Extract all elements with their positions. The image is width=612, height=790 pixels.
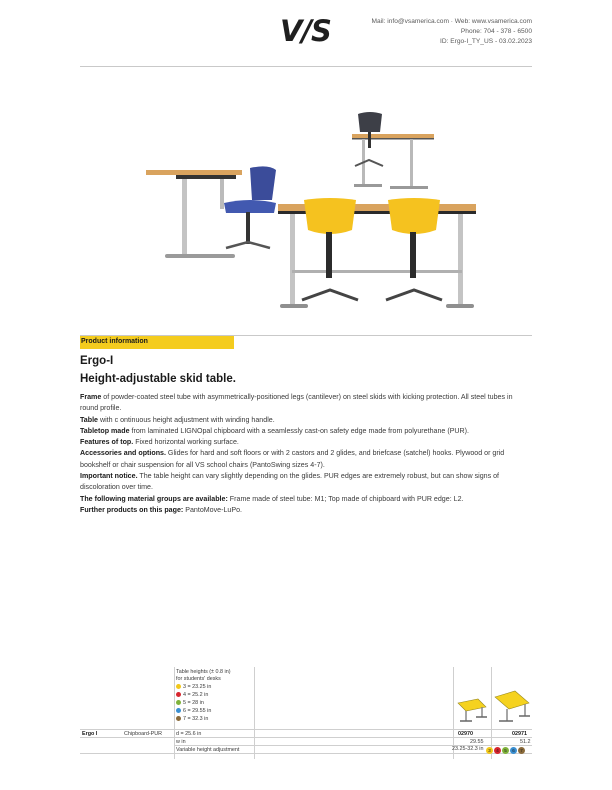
- article-number-large: 02971: [512, 731, 527, 737]
- left-table-illustration: [146, 166, 276, 258]
- desc-frame: Frame of powder-coated steel tube with asymmetrically-positioned legs (cantilever) on steel skids with kicking protection. All steel tubes in round profile.: [80, 393, 513, 413]
- row-divider: [80, 737, 532, 738]
- size-dot: [176, 716, 181, 721]
- article-number-small: 02970: [458, 731, 473, 737]
- heights-title: Table heights (± 0.8 in): [176, 669, 231, 675]
- desc-further-products: Further products on this page: PantoMove-LuPo.: [80, 505, 243, 514]
- desc-features: Features of top. Fixed horizontal working surface.: [80, 438, 239, 447]
- vs-logo: V/S: [280, 14, 331, 48]
- size-4: 4 = 25.2 in: [176, 692, 208, 698]
- product-title: Ergo-I: [80, 355, 114, 367]
- size-7: 7 = 32.3 in: [176, 716, 208, 722]
- table-large-thumbnail: [493, 687, 531, 725]
- material-cell: Chipboard-PUR: [124, 731, 163, 737]
- header-divider: [80, 66, 532, 67]
- section-tag: Product information: [80, 336, 234, 349]
- size-chip-5: 5: [502, 747, 509, 754]
- table-small-thumbnail: [456, 695, 488, 725]
- desc-materials: The following material groups are available: Frame made of steel tube: M1; Top made of chipboard with PUR edge: L2.: [80, 494, 464, 503]
- desc-notice: Important notice. The table height can vary slightly depending on the glides. PUR edges are extremely robust, but can show signs of discoloration over time.: [80, 472, 500, 492]
- size-dot: [176, 700, 181, 705]
- width-label: w in: [176, 739, 186, 745]
- product-photo: [140, 108, 485, 323]
- size-dot: [176, 708, 181, 713]
- width-large: 51.2: [520, 739, 531, 745]
- contact-mail: Mail: info@vsamerica.com · Web: www.vsamerica.com: [371, 18, 532, 25]
- spec-table: [80, 667, 532, 759]
- desc-accessories: Accessories and options. Glides for hard and soft floors or with 2 castors and 2 glides, and briefcase (satchel) hooks. Plywood or grid bookshelf or chair suspension for all VS school chairs (PantoSwing sizes 4-7).: [80, 449, 505, 469]
- size-chip-4: 4: [494, 747, 501, 754]
- contact-block: [372, 17, 532, 47]
- product-name-cell: Ergo I: [82, 731, 98, 737]
- desc-tabletop: Tabletop made from laminated LIGNOpal chipboard with a seamlessly cast-on safety edge made from polyurethane (PUR).: [80, 426, 470, 435]
- back-table-illustration: [352, 112, 434, 189]
- size-5: 5 = 28 in: [176, 700, 204, 706]
- heights-subtitle: for students' desks: [176, 676, 221, 682]
- desc-table: Table with c ontinuous height adjustment with winding handle.: [80, 415, 275, 424]
- contact-phone: Phone: 704 - 378 - 6500: [460, 28, 532, 35]
- size-dot: [176, 692, 181, 697]
- document-id: ID: Ergo-I_TY_US - 03.02.2023: [440, 38, 532, 45]
- size-3: 3 = 23.25 in: [176, 684, 211, 690]
- depth-label: d = 25.6 in: [176, 731, 202, 737]
- width-small: 29.55: [470, 739, 484, 745]
- size-chip-7: 7: [518, 747, 525, 754]
- size-dot: [176, 684, 181, 689]
- product-description: [80, 392, 532, 516]
- product-subtitle: Height-adjustable skid table.: [80, 373, 236, 385]
- height-adjust-label: Variable height adjustment: [176, 747, 240, 753]
- height-adjust-range: 23.25-32.3 in 3 4 5 6 7: [452, 746, 525, 754]
- main-table-illustration: [278, 198, 476, 308]
- size-chip-3: 3: [486, 747, 493, 754]
- row-divider: [80, 729, 532, 730]
- size-6: 6 = 29.55 in: [176, 708, 211, 714]
- size-chip-6: 6: [510, 747, 517, 754]
